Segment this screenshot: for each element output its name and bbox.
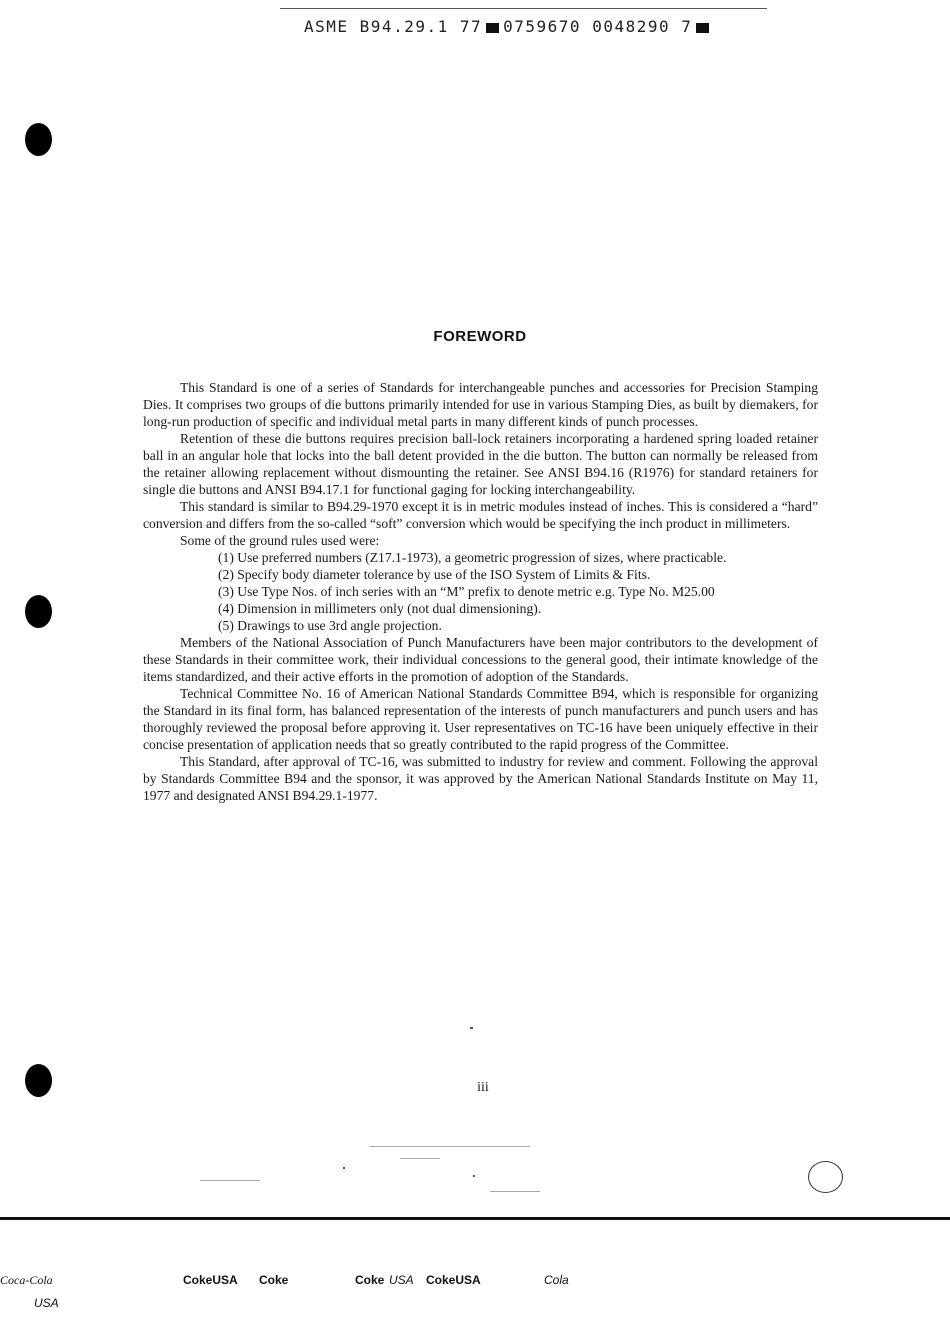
binder-hole-middle	[25, 595, 52, 628]
scan-speck	[343, 1167, 345, 1169]
list-item: (3) Use Type Nos. of inch series with an “M” prefix to denote metric e.g. Type No. M25.00	[218, 584, 715, 599]
paragraph: This standard is similar to B94.29-1970 except it is in metric modules instead of inches. This is considered a “hard” conversion and differs from the so-called “soft” conversion which would be specifying the inch product in millimeters.	[143, 499, 818, 531]
header-rule	[280, 8, 767, 9]
coca-cola-script-logo: Coca-Cola	[0, 1273, 53, 1287]
logo-text: CokeUSA	[426, 1273, 481, 1287]
paragraph: Retention of these die buttons requires precision ball-lock retainers incorporating a hardened spring loaded retainer ball in an angular hole that locks into the ball detent provided in the die button. The button can normally be released from the retainer allowing replacement without dismounting the retainer. See ANSI B94.16 (R1976) for standard retainers for single die buttons and ANSI B94.17.1 for functional gaging for locking interchangeability.	[143, 431, 818, 497]
page-title: FOREWORD	[433, 328, 527, 345]
logo-text: Coke	[355, 1273, 385, 1287]
paragraph: Technical Committee No. 16 of American National Standards Committee B94, which is responsible for organizing the Standard in its final form, has balanced representation of the interests of punch manufacturers and punch users and has thoroughly reviewed the proposal before approving it. User representatives on TC-16 have been uniquely effective in their concise presentation of application needs that so greatly contributed to the rapid progress of the Committee.	[143, 686, 818, 752]
logo-text: USA	[34, 1296, 59, 1310]
logo-text: CokeUSA	[183, 1273, 238, 1287]
document-code-serial: 0759670 0048290 7	[503, 17, 693, 36]
scan-artifact-line	[200, 1180, 260, 1181]
list-item: (2) Specify body diameter tolerance by use of the ISO System of Limits & Fits.	[218, 567, 651, 582]
logo-text: Cola	[544, 1273, 569, 1287]
scan-artifact-line	[370, 1146, 530, 1147]
paragraph: Members of the National Association of Punch Manufacturers have been major contributors to the development of these Standards in their committee work, their individual concessions to the general good, their intimate knowledge of the items standardized, and their active efforts in the promotion of adoption of the Standards.	[143, 635, 818, 684]
document-code-prefix: ASME B94.29.1 77	[304, 17, 483, 36]
paragraph: This Standard is one of a series of Standards for interchangeable punches and accessories for Precision Stamping Dies. It comprises two groups of die buttons primarily intended for use in various Stamping Dies, as built by diemakers, for long-run production of specific and individual metal parts in many different kinds of punch processes.	[143, 380, 818, 429]
circle-mark	[808, 1161, 843, 1193]
document-code-header	[304, 17, 713, 36]
list-item: (1) Use preferred numbers (Z17.1-1973), a geometric progression of sizes, where practicable.	[218, 550, 727, 565]
scan-artifact-line	[490, 1191, 540, 1192]
scan-artifact-line	[400, 1158, 440, 1159]
binder-hole-top	[25, 123, 52, 156]
foreword-body	[143, 379, 818, 804]
logo-text: USA	[389, 1273, 414, 1287]
scan-speck	[473, 1175, 475, 1177]
list-item: (5) Drawings to use 3rd angle projection.	[218, 618, 442, 633]
redaction-block-icon	[696, 23, 709, 33]
page-number: iii	[477, 1080, 489, 1095]
redaction-block-icon	[486, 23, 499, 33]
logo-text: Coke	[259, 1273, 289, 1287]
list-item: (4) Dimension in millimeters only (not dual dimensioning).	[218, 601, 542, 616]
ground-rules-list	[143, 549, 818, 634]
page-bottom-edge	[0, 1217, 950, 1220]
paragraph: Some of the ground rules used were:	[180, 533, 380, 548]
paragraph: This Standard, after approval of TC-16, was submitted to industry for review and comment. Following the approval by Standards Committee B94 and the sponsor, it was approved by the American National Standards Institute on May 11, 1977 and designated ANSI B94.29.1-1977.	[143, 754, 818, 803]
scan-speck	[470, 1027, 473, 1029]
